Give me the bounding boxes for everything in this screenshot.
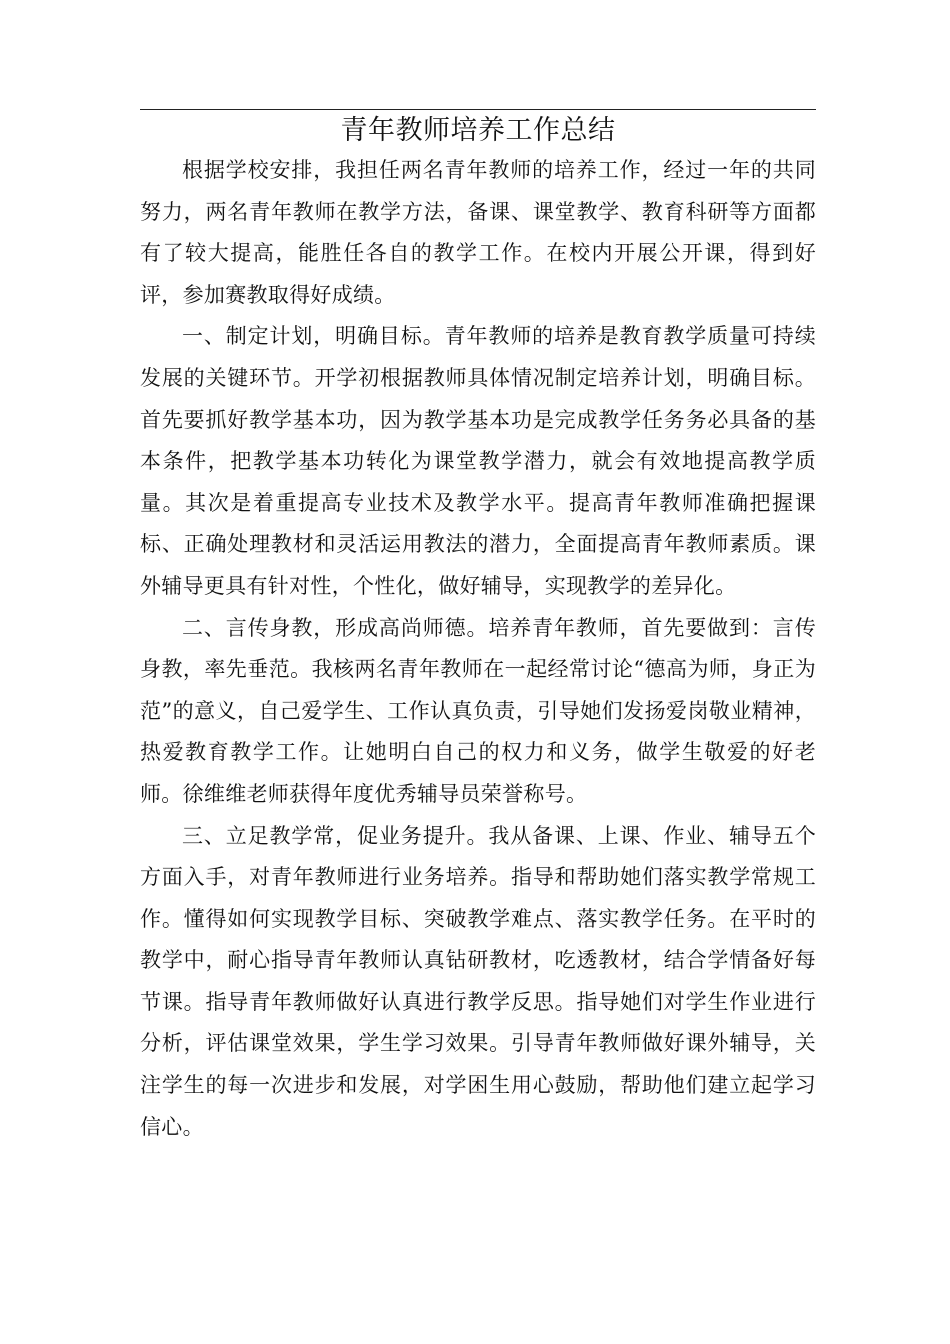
- document-title: 青年教师培养工作总结: [340, 115, 616, 146]
- paragraph-section-1: 一、制定计划，明确目标。青年教师的培养是教育教学质量可持续发展的关键环节。开学初根据教师具体情况制定培养计划，明确目标。首先要抓好教学基本功，因为教学基本功是完成教学任务务必具备的基本条件，把教学基本功转化为课堂教学潜力，就会有效地提高教学质量。其次是着重提高专业技术及教学水平。提高青年教师准确把握课标、正确处理教材和灵活运用教法的潜力，全面提高青年教师素质。课外辅导更具有针对性，个性化，做好辅导，实现教学的差异化。: [140, 324, 816, 598]
- paragraph-section-2: 二、言传身教，形成高尚师德。培养青年教师，首先要做到：言传身教，率先垂范。我核两名青年教师在一起经常讨论“德高为师，身正为范”的意义，自己爱学生、工作认真负责，引导她们发扬爱岗敬业精神，热爱教育教学工作。让她明白自己的权力和义务，做学生敬爱的好老师。徐维维老师获得年度优秀辅导员荣誉称号。: [140, 615, 816, 806]
- paragraph-intro: 根据学校安排，我担任两名青年教师的培养工作，经过一年的共同努力，两名青年教师在教学方法，备课、课堂教学、教育科研等方面都有了较大提高，能胜任各自的教学工作。在校内开展公开课，得到好评，参加赛教取得好成绩。: [140, 158, 816, 307]
- paragraph-section-3: 三、立足教学常，促业务提升。我从备课、上课、作业、辅导五个方面入手，对青年教师进行业务培养。指导和帮助她们落实教学常规工作。懂得如何实现教学目标、突破教学难点、落实教学任务。在平时的教学中，耐心指导青年教师认真钻研教材，吃透教材，结合学情备好每节课。指导青年教师做好认真进行教学反思。指导她们对学生作业进行分析，评估课堂效果，学生学习效果。引导青年教师做好课外辅导，关注学生的每一次进步和发展，对学困生用心鼓励，帮助他们建立起学习信心。: [140, 823, 816, 1139]
- document-body: [140, 150, 816, 1148]
